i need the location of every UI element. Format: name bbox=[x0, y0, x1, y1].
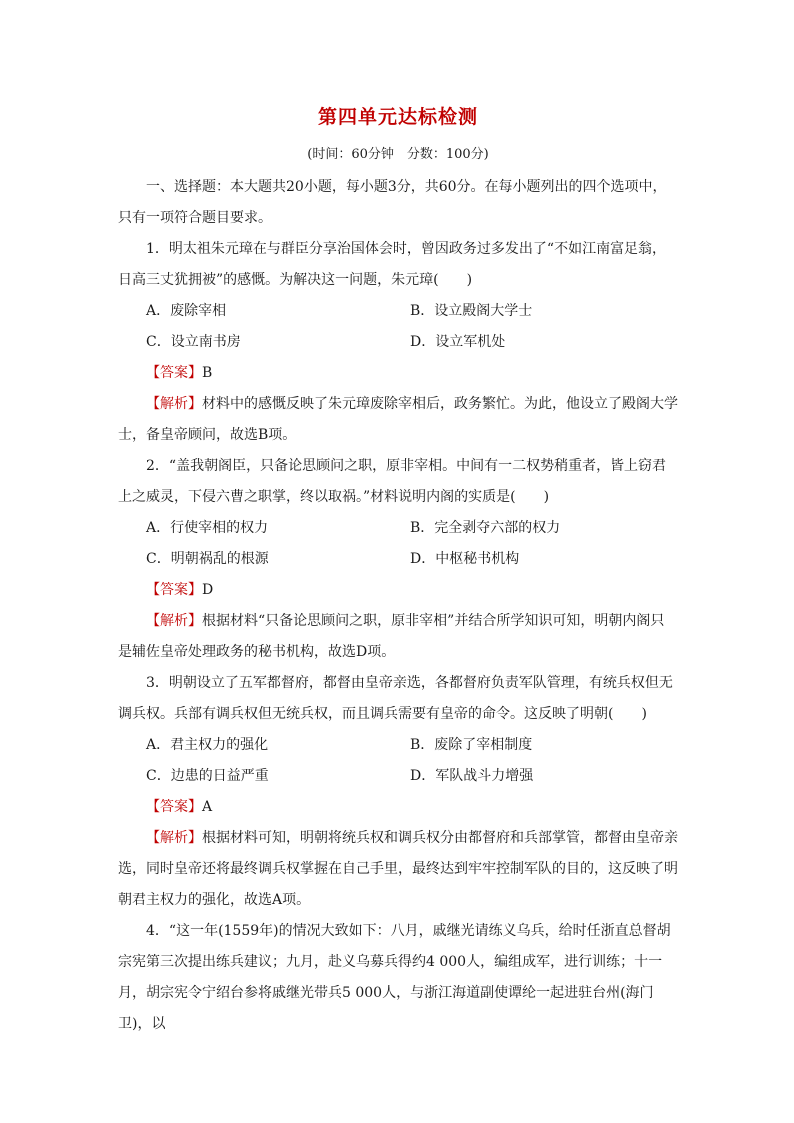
options-row bbox=[118, 730, 678, 761]
option-b: B．完全剥夺六部的权力 bbox=[410, 520, 561, 536]
option-c: C．设立南书房 bbox=[146, 334, 241, 350]
answer-line bbox=[118, 358, 678, 389]
question-stem: 3．明朝设立了五军都督府，都督由皇帝亲选，各都督府负责军队管理，有统兵权但无调兵权。兵部有调兵权但无统兵权，而且调兵需要有皇帝的命令。这反映了明朝( ) bbox=[118, 675, 673, 722]
exam-time-score: (时间：60分钟 分数：100分) bbox=[307, 147, 489, 162]
options-row bbox=[118, 513, 678, 544]
question-3 bbox=[118, 668, 678, 916]
answer-value: B bbox=[202, 365, 213, 381]
question-stem: 1．明太祖朱元璋在与群臣分享治国体会时，曾因政务过多发出了“不如江南富足翁，日高三丈犹拥被”的感慨。为解决这一问题，朱元璋( ) bbox=[118, 241, 667, 288]
analysis-tag: 【解析】 bbox=[146, 830, 202, 846]
analysis-line bbox=[118, 823, 678, 916]
option-a: A．废除宰相 bbox=[146, 303, 227, 319]
option-a: A．君主权力的强化 bbox=[146, 737, 269, 753]
answer-tag: 【答案】 bbox=[146, 582, 202, 598]
option-c: C．明朝祸乱的根源 bbox=[146, 551, 269, 567]
options-row bbox=[118, 327, 678, 358]
question-stem: 4．“这一年(1559年)的情况大致如下：八月，戚继光请练义乌兵，给时任浙直总督胡宗宪第三次提出练兵建议；九月，赴义乌募兵得约4 000人，编组成军，进行训练；十一月，胡宗宪令宁绍台参将戚继光带兵5 000人，与浙江海道副使谭纶一起进驻台州(海门卫)，以 bbox=[118, 923, 671, 1032]
options-row bbox=[118, 761, 678, 792]
answer-value: D bbox=[202, 582, 214, 598]
exam-page bbox=[118, 100, 678, 1040]
section-intro: 一、选择题：本大题共20小题，每小题3分，共60分。在每小题列出的四个选项中，只有一项符合题目要求。 bbox=[118, 179, 667, 226]
question-stem: 2．“盖我朝阁臣，只备论思顾问之职，原非宰相。中间有一二权势稍重者，皆上窃君上之威灵，下侵六曹之职掌，终以取祸。”材料说明内阁的实质是( ) bbox=[118, 458, 667, 505]
analysis-text: 根据材料“只备论思顾问之职，原非宰相”并结合所学知识可知，明朝内阁只是辅佐皇帝处理政务的秘书机构，故选D项。 bbox=[118, 613, 665, 660]
analysis-text: 根据材料可知，明朝将统兵权和调兵权分由都督府和兵部掌管，都督由皇帝亲选，同时皇帝还将最终调兵权掌握在自己手里，最终达到牢牢控制军队的目的，这反映了明朝君主权力的强化，故选A项。 bbox=[118, 830, 678, 908]
option-d: D．设立军机处 bbox=[410, 334, 506, 350]
question-2 bbox=[118, 451, 678, 668]
analysis-line bbox=[118, 389, 678, 451]
option-d: D．中枢秘书机构 bbox=[410, 551, 520, 567]
answer-tag: 【答案】 bbox=[146, 365, 202, 381]
options-row bbox=[118, 296, 678, 327]
analysis-text: 材料中的感慨反映了朱元璋废除宰相后，政务繁忙。为此，他设立了殿阁大学士，备皇帝顾问，故选B项。 bbox=[118, 396, 678, 443]
analysis-tag: 【解析】 bbox=[146, 613, 202, 629]
page-title: 第四单元达标检测 bbox=[317, 106, 478, 128]
option-b: B．设立殿阁大学士 bbox=[410, 303, 533, 319]
answer-line bbox=[118, 575, 678, 606]
option-c: C．边患的日益严重 bbox=[146, 768, 269, 784]
question-1 bbox=[118, 234, 678, 451]
option-b: B．废除了宰相制度 bbox=[410, 737, 533, 753]
analysis-tag: 【解析】 bbox=[146, 396, 202, 412]
answer-tag: 【答案】 bbox=[146, 799, 202, 815]
answer-value: A bbox=[202, 799, 213, 815]
analysis-line bbox=[118, 606, 678, 668]
option-d: D．军队战斗力增强 bbox=[410, 768, 534, 784]
answer-line bbox=[118, 792, 678, 823]
question-4 bbox=[118, 916, 678, 1040]
options-row bbox=[118, 544, 678, 575]
option-a: A．行使宰相的权力 bbox=[146, 520, 269, 536]
